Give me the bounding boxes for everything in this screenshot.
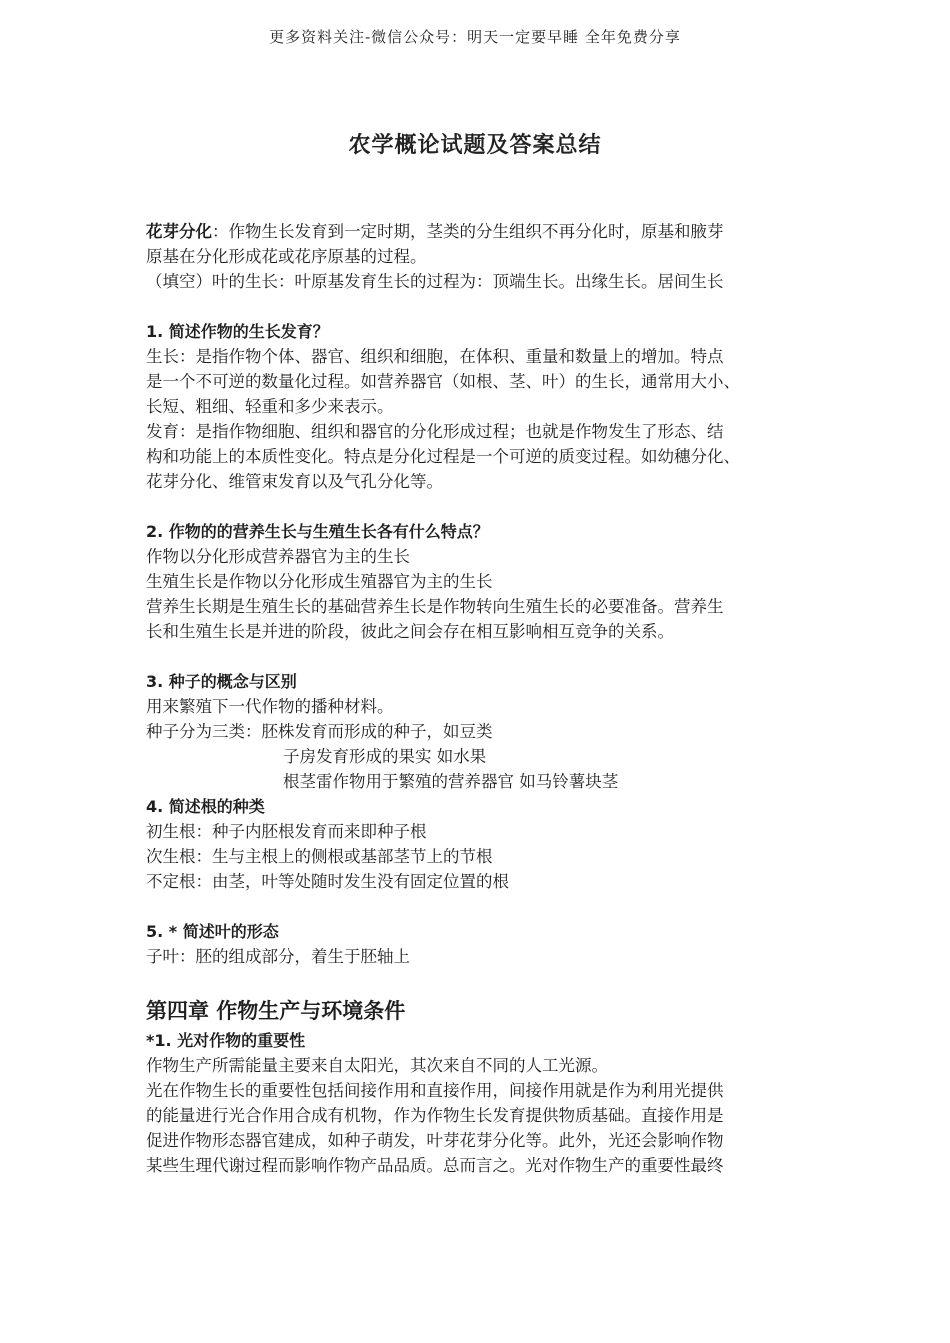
question-3-line: 用来繁殖下一代作物的播种材料。 <box>146 697 394 716</box>
question-2-line: 生殖生长是作物以分化形成生殖器官为主的生长 <box>146 572 493 591</box>
question-1-line: 花芽分化、维管束发育以及气孔分化等。 <box>146 472 443 491</box>
question-4 <box>146 794 811 894</box>
intro-line-1 <box>146 219 811 244</box>
intro-line-3: （填空）叶的生长：叶原基发育生长的过程为：顶端生长。出缘生长。居间生长 <box>146 272 724 291</box>
intro-text: 作物生长发育到一定时期，茎类的分生组织不再分化时，原基和腋芽 <box>228 222 724 241</box>
chapter-4-line: 的能量进行光合作用合成有机物，作为作物生长发育提供物质基础。直接作用是 <box>146 1106 724 1125</box>
chapter-4-line: 促进作物形态器官建成，如种子萌发，叶芽花芽分化等。此外，光还会影响作物 <box>146 1131 724 1150</box>
question-2-line: 长和生殖生长是并进的阶段，彼此之间会存在相互影响相互竞争的关系。 <box>146 622 674 641</box>
question-4-line: 次生根：生与主根上的侧根或基部茎节上的节根 <box>146 847 493 866</box>
document-body <box>146 219 811 1178</box>
intro-term: 花芽分化 <box>146 222 212 241</box>
question-2-line: 营养生长期是生殖生长的基础营养生长是作物转向生殖生长的必要准备。营养生 <box>146 597 724 616</box>
question-1-line: 是一个不可逆的数量化过程。如营养器官（如根、茎、叶）的生长，通常用大小、 <box>146 372 740 391</box>
chapter-4-line: 某些生理代谢过程而影响作物产品品质。总而言之。光对作物生产的重要性最终 <box>146 1156 724 1175</box>
question-3-line: 种子分为三类：胚株发育而形成的种子，如豆类 <box>146 722 493 741</box>
page-header: 更多资料关注-微信公众号：明天一定要早睡 全年免费分享 <box>269 28 681 46</box>
question-4-line: 不定根：由茎，叶等处随时发生没有固定位置的根 <box>146 872 509 891</box>
intro-line-2: 原基在分化形成花或花序原基的过程。 <box>146 247 427 266</box>
question-1-heading: 1. 简述作物的生长发育？ <box>146 322 329 341</box>
question-5-line: 子叶：胚的组成部分，着生于胚轴上 <box>146 947 410 966</box>
question-3 <box>146 669 811 794</box>
question-2-heading: 2. 作物的的营养生长与生殖生长各有什么特点？ <box>146 522 489 541</box>
question-1 <box>146 319 811 494</box>
chapter-4-heading: 第四章 作物生产与环境条件 <box>146 999 406 1023</box>
question-2-line: 作物以分化形成营养器官为主的生长 <box>146 547 410 566</box>
document-title: 农学概论试题及答案总结 <box>348 132 602 158</box>
question-4-heading: 4. 简述根的种类 <box>146 797 265 816</box>
chapter-4-line: 光在作物生长的重要性包括间接作用和直接作用，间接作用就是作为利用光提供 <box>146 1081 724 1100</box>
chapter-4-subheading: *1. 光对作物的重要性 <box>146 1031 306 1050</box>
question-3-heading: 3. 种子的概念与区别 <box>146 672 297 691</box>
question-4-line: 初生根：种子内胚根发育而来即种子根 <box>146 822 427 841</box>
question-1-line: 生长：是指作物个体、器官、组织和细胞，在体积、重量和数量上的增加。特点 <box>146 347 724 366</box>
question-2 <box>146 519 811 644</box>
question-1-line: 发育：是指作物细胞、组织和器官的分化形成过程；也就是作物发生了形态、结 <box>146 422 724 441</box>
intro-section <box>146 219 811 294</box>
question-3-line-indented: 根茎雷作物用于繁殖的营养器官 如马铃薯块茎 <box>283 772 619 791</box>
question-5 <box>146 919 811 969</box>
chapter-4-line: 作物生产所需能量主要来自太阳光，其次来自不同的人工光源。 <box>146 1056 608 1075</box>
question-1-line: 长短、粗细、轻重和多少来表示。 <box>146 397 394 416</box>
chapter-4 <box>146 994 811 1178</box>
question-3-line-indented: 子房发育形成的果实 如水果 <box>283 747 487 766</box>
question-5-heading: 5. * 简述叶的形态 <box>146 922 279 941</box>
question-1-line: 构和功能上的本质性变化。特点是分化过程是一个可逆的质变过程。如幼穗分化、 <box>146 447 740 466</box>
intro-colon: ： <box>212 222 229 241</box>
